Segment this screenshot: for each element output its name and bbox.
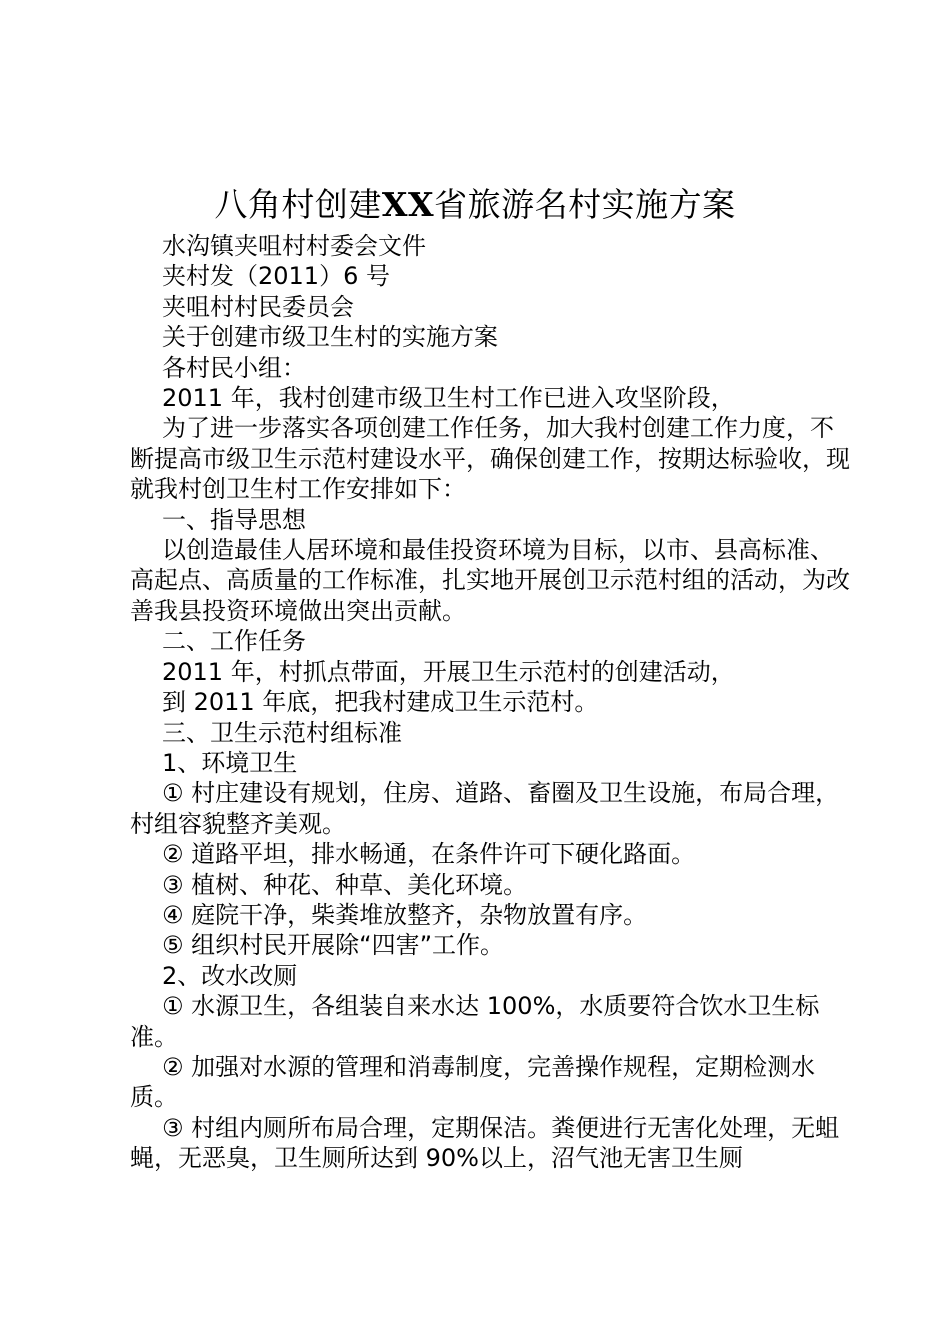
title-text-part2: XX bbox=[381, 185, 435, 224]
paragraph: 2011 年，村抓点带面，开展卫生示范村的创建活动， bbox=[162, 657, 735, 686]
list-item: ③ 植树、种花、种草、美化环境。 bbox=[162, 870, 528, 899]
section-heading: 三、卫生示范村组标准 bbox=[162, 718, 402, 747]
paragraph: 为了进一步落实各项创建工作任务，加大我村创建工作力度，不断提高市级卫生示范村建设水平，确保创建工作，按期达标验收，现就我村创卫生村工作安排如下： bbox=[130, 414, 850, 504]
document-title bbox=[0, 180, 950, 230]
subsection-heading: 1、环境卫生 bbox=[162, 748, 298, 777]
list-item: ② 道路平坦，排水畅通，在条件许可下硬化路面。 bbox=[162, 840, 696, 869]
issuer-line: 水沟镇夹咀村村委会文件 bbox=[162, 232, 426, 260]
list-item: ② 加强对水源的管理和消毒制度，完善操作规程，定期检测水质。 bbox=[130, 1052, 816, 1112]
list-item: ⑤ 组织村民开展除“四害”工作。 bbox=[162, 931, 505, 960]
list-item: ④ 庭院干净，柴粪堆放整齐，杂物放置有序。 bbox=[162, 900, 648, 929]
document-number: 夹村发（2011）6 号 bbox=[162, 262, 390, 291]
title-text-part3: 省旅游名村实施方案 bbox=[434, 185, 736, 224]
committee-name: 夹咀村村民委员会 bbox=[162, 292, 354, 321]
paragraph: 以创造最佳人居环境和最佳投资环境为目标，以市、县高标准、高起点、高质量的工作标准，扎实地开展创卫示范村组的活动，为改善我县投资环境做出突出贡献。 bbox=[130, 536, 850, 625]
title-text-part1: 八角村创建 bbox=[214, 185, 382, 224]
section-heading: 一、指导思想 bbox=[162, 505, 306, 534]
plan-subject: 关于创建市级卫生村的实施方案 bbox=[162, 323, 498, 352]
addressee: 各村民小组： bbox=[162, 353, 306, 382]
paragraph: 到 2011 年底，把我村建成卫生示范村。 bbox=[162, 688, 599, 717]
subsection-heading: 2、改水改厕 bbox=[162, 961, 298, 990]
list-item: ① 村庄建设有规划，住房、道路、畜圈及卫生设施，布局合理，村组容貌整齐美观。 bbox=[130, 779, 840, 838]
paragraph: 2011 年，我村创建市级卫生村工作已进入攻坚阶段， bbox=[162, 384, 735, 413]
list-item: ① 水源卫生，各组装自来水达 100%，水质要符合饮水卫生标准。 bbox=[130, 992, 820, 1051]
section-heading: 二、工作任务 bbox=[162, 627, 306, 656]
document-body bbox=[130, 231, 850, 1174]
list-item: ③ 村组内厕所布局合理，定期保洁。粪便进行无害化处理，无蛆蝇，无恶臭，卫生厕所达到 90%以上，沼气池无害卫生厕 bbox=[130, 1113, 840, 1173]
